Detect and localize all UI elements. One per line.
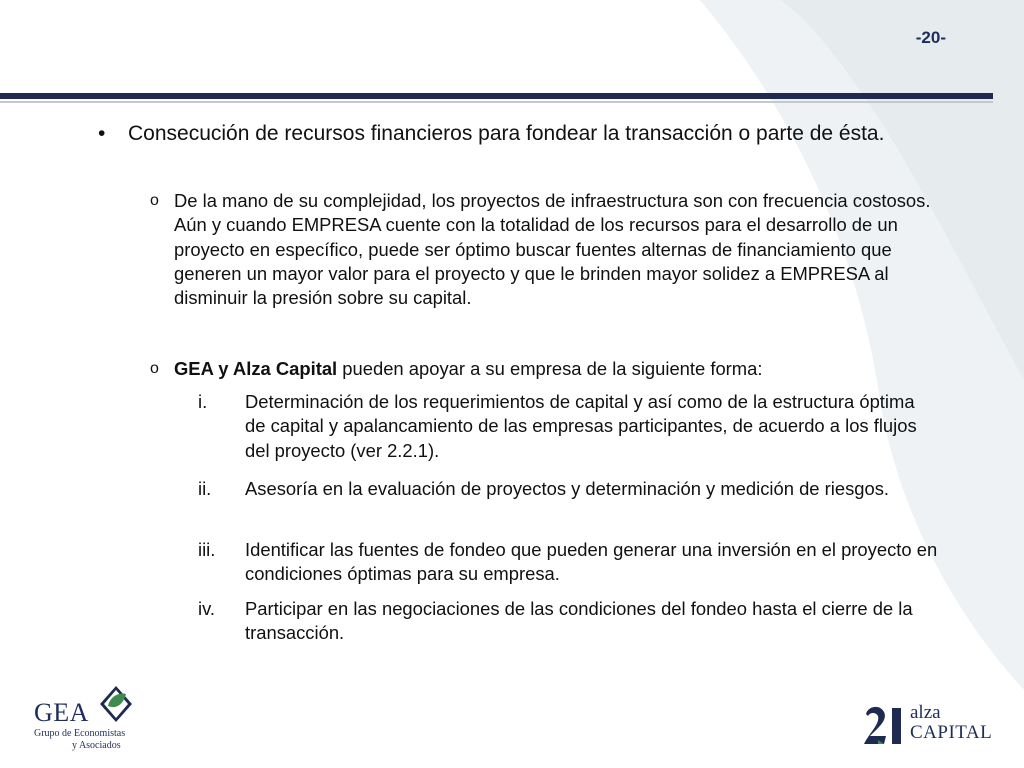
header-divider [0,93,993,99]
numbered-item [198,538,938,587]
alza-mark-icon [864,704,908,746]
gea-emblem-icon [98,684,134,724]
item-number: iv. [198,598,216,619]
header-divider-shadow [0,101,993,103]
sub-bullet [150,357,950,381]
gea-logo [34,684,144,754]
sub-bullet-text [150,357,950,381]
numbered-item [198,477,938,501]
gea-logo-line1: Grupo de Economistas [34,728,126,739]
sub-bullet [150,189,950,310]
alza-capital-logo [864,704,1004,748]
bullet-marker: • [98,122,106,145]
alza-logo-capital: CAPITAL [910,722,993,743]
company-names: GEA y Alza Capital [174,358,338,379]
sub-bullet-marker: o [150,360,159,377]
sub-bullet-marker: o [150,192,159,209]
alza-logo-word: alza [910,702,941,723]
item-text: Determinación de los requerimientos de capital y así como de la estructura óptima de capital y apalancamiento de las empresas participantes, de acuerdo a los flujos del proyecto (ver 2.2.1). [245,391,917,461]
item-text: Participar en las negociaciones de las condiciones del fondeo hasta el cierre de la transacción. [245,598,913,644]
sub-bullet-text: De la mano de su complejidad, los proyectos de infraestructura son con frecuencia costosos. Aún y cuando EMPRESA cuente con la totalidad de los recursos para el desarrollo de un proyecto en específico, puede ser óptimo buscar fuentes alternas de financiamiento que generen un mayor valor para el proyecto y que le brinden mayor solidez a EMPRESA al disminuir la presión sobre su capital. [174,190,931,309]
item-text: Identificar las fuentes de fondeo que pueden generar una inversión en el proyecto en condiciones óptimas para su empresa. [245,539,938,585]
main-bullet-text: Consecución de recursos financieros para fondear la transacción o parte de ésta. [128,122,885,145]
item-number: i. [198,391,208,412]
sub-bullet-rest: pueden apoyar a su empresa de la siguiente forma: [337,358,763,379]
numbered-item [198,597,938,646]
main-bullet [98,119,898,148]
page-number: -20- [915,28,946,47]
item-number: iii. [198,539,216,560]
numbered-item [198,390,938,463]
gea-logo-line2: y Asociados [72,740,121,751]
gea-logo-letters: GEA [34,698,89,727]
item-number: ii. [198,478,212,499]
item-text: Asesoría en la evaluación de proyectos y determinación y medición de riesgos. [245,478,890,499]
